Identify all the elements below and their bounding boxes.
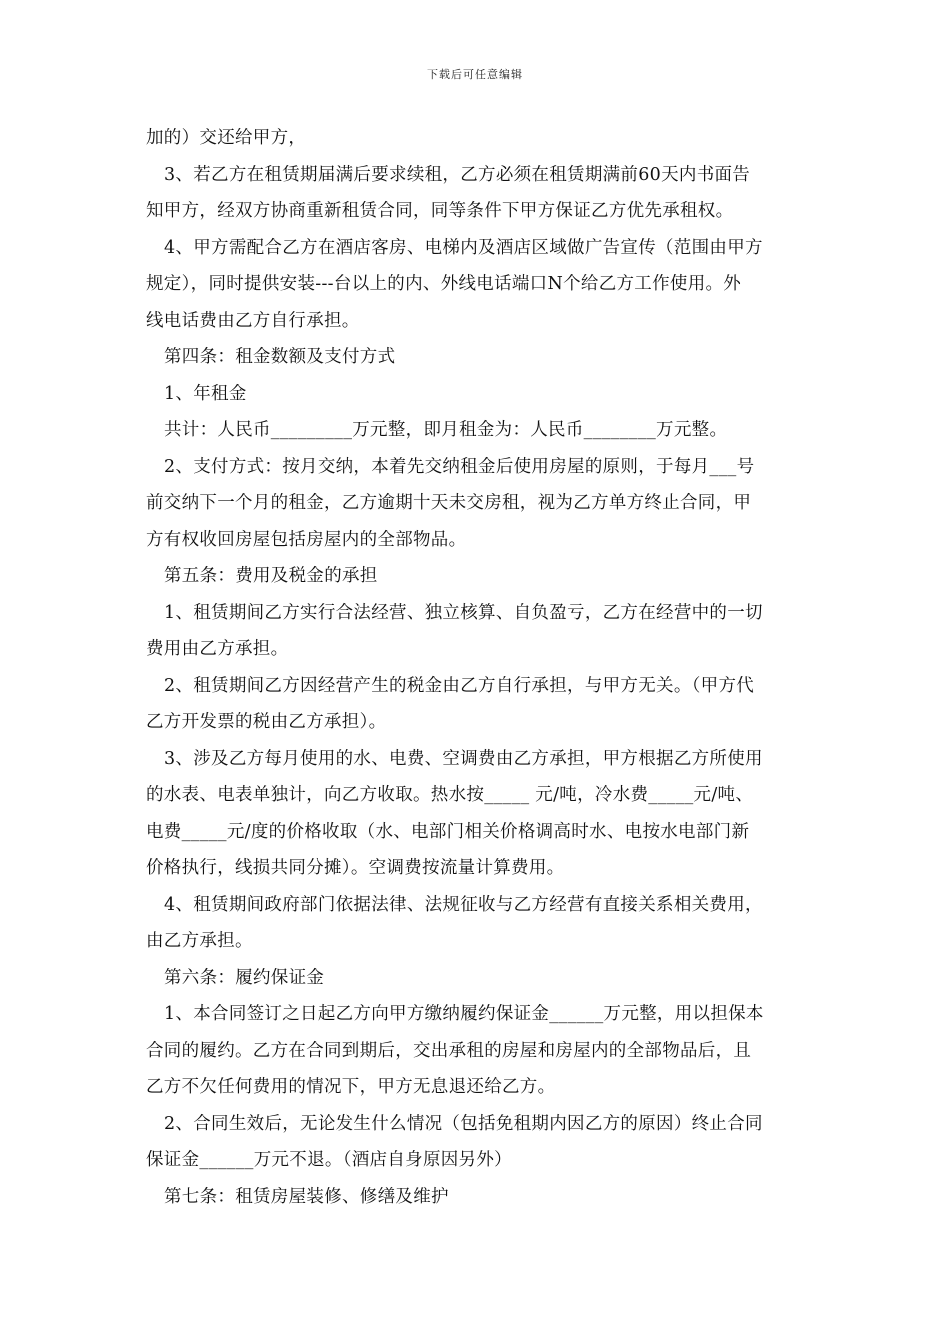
- text-line: 合同的履约。乙方在合同到期后，交出承租的房屋和房屋内的全部物品后，且: [146, 1040, 752, 1061]
- text-line: 共计：人民币_________万元整，即月租金为：人民币________万元整。: [164, 420, 728, 440]
- text-line: 电费_____元/度的价格收取（水、电部门相关价格调高时水、电按水电部门新: [146, 821, 750, 842]
- text-line: 2、支付方式：按月交纳，本着先交纳租金后使用房屋的原则，于每月___号: [164, 456, 755, 477]
- text-line: 4、租赁期间政府部门依据法律、法规征收与乙方经营有直接关系相关费用，: [164, 894, 763, 915]
- text-line: 3、涉及乙方每月使用的水、电费、空调费由乙方承担，甲方根据乙方所使用: [164, 748, 763, 769]
- text-line: 费用由乙方承担。: [146, 639, 289, 659]
- text-line: 乙方开发票的税由乙方承担）。: [146, 712, 387, 732]
- text-line: 3、若乙方在租赁期届满后要求续租，乙方必须在租赁期满前60天内书面告: [164, 164, 751, 185]
- text-line: 加的）交还给甲方，: [146, 128, 307, 148]
- text-line: 2、租赁期间乙方因经营产生的税金由乙方自行承担，与甲方无关。（甲方代: [164, 675, 755, 696]
- text-line: 2、合同生效后，无论发生什么情况（包括免租期内因乙方的原因）终止合同: [164, 1113, 763, 1134]
- text-line: 线电话费由乙方自行承担。: [146, 310, 360, 331]
- text-line: 规定），同时提供安装---台以上的内、外线电话端口N个给乙方工作使用。外: [146, 274, 742, 294]
- text-line: 1、年租金: [164, 383, 247, 404]
- text-line: 方有权收回房屋包括房屋内的全部物品。: [146, 529, 467, 550]
- text-line: 的水表、电表单独计，向乙方收取。热水按_____ 元/吨，冷水费_____元/吨、: [146, 785, 754, 805]
- document-body: [146, 120, 808, 1215]
- text-line: 由乙方承担。: [146, 931, 253, 951]
- text-line: 保证金______万元不退。（酒店自身原因另外）: [146, 1150, 512, 1170]
- text-line: 前交纳下一个月的租金，乙方逾期十天未交房租，视为乙方单方终止合同，甲: [146, 493, 752, 513]
- text-line: 4、甲方需配合乙方在酒店客房、电梯内及酒店区域做广告宣传（范围由甲方: [164, 237, 763, 258]
- text-line: 第七条：租赁房屋装修、修缮及维护: [164, 1186, 449, 1207]
- text-line: 知甲方，经双方协商重新租赁合同，同等条件下甲方保证乙方优先承租权。: [146, 201, 734, 221]
- text-line: 1、租赁期间乙方实行合法经营、独立核算、自负盈亏，乙方在经营中的一切: [164, 602, 763, 623]
- text-line: 1、本合同签订之日起乙方向甲方缴纳履约保证金______万元整，用以担保本: [164, 1004, 764, 1024]
- header-note: 下载后可任意编辑: [427, 68, 523, 81]
- text-line: 第五条：费用及税金的承担: [164, 566, 378, 586]
- text-line: 第六条：履约保证金: [164, 967, 325, 988]
- text-line: 价格执行，线损共同分摊）。空调费按流量计算费用。: [146, 858, 565, 878]
- text-line: 乙方不欠任何费用的情况下，甲方无息退还给乙方。: [146, 1077, 556, 1097]
- text-line: 第四条：租金数额及支付方式: [164, 347, 396, 367]
